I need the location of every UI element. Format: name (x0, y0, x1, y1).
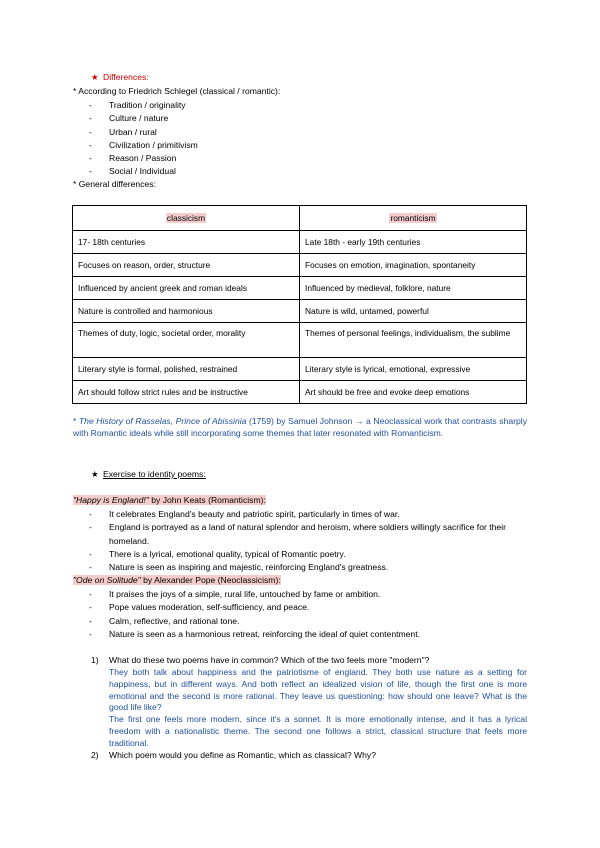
list-item: - There is a lyrical, emotional quality, typical of Romantic poetry. (109, 548, 527, 561)
list-item: - Nature is seen as a harmonious retreat, reinforcing the ideal of quiet contentment. (109, 628, 527, 641)
table-row (73, 277, 527, 300)
list-item: - It praises the joys of a simple, rural life, untouched by fame or ambition. (109, 588, 527, 601)
list-item: - England is portrayed as a land of natural splendor and heroism, where soldiers willingly sacrifice for their homeland. (109, 521, 527, 548)
exercise-heading-text: Exercise to identity poems: (103, 469, 206, 479)
comparison-table (72, 205, 527, 404)
list-item: - Tradition / originality (109, 99, 198, 112)
column-header: classicism (73, 206, 300, 231)
list-item: - Culture / nature (109, 112, 198, 125)
table-row (73, 300, 527, 323)
answer-paragraph: The first one feels more modern, since it's a sonnet. It is more emotionally intense, and it has a lyrical freedom with a nationalistic theme. The second one follows a strict, classical structure that feels more traditional. (109, 714, 527, 748)
poem2-title: "Ode on Solitude" (73, 575, 141, 585)
exercise-heading (91, 469, 206, 480)
differences-heading-text: Differences: (103, 72, 149, 82)
table-row (73, 323, 527, 358)
question-text: What do these two poems have in common? Which of the two feels more "modern"? (109, 655, 430, 665)
table-cell: Focuses on emotion, imagination, spontaneity (300, 254, 527, 277)
table-cell: Literary style is lyrical, emotional, expressive (300, 358, 527, 381)
table-header-row (73, 206, 527, 231)
poem1-title: "Happy is England!" (73, 495, 149, 505)
table-cell: Art should be free and evoke deep emotions (300, 381, 527, 404)
rasselas-title: The History of Rasselas, Prince of Abissinia (78, 416, 247, 426)
table-cell: Nature is wild, untamed, powerful (300, 300, 527, 323)
list-item: - Social / Individual (109, 165, 198, 178)
table-row (73, 231, 527, 254)
question-number: 1) (91, 655, 99, 665)
table-cell: Art should follow strict rules and be instructive (73, 381, 300, 404)
answer-paragraph: They both talk about happiness and the patriotisme of england. They both use nature as a setting for happiness, but in different ways. And both reflect an idealized vision of life, though the first one is more emotional and the second is more rational. They leave us questioning: how should one leave? What is the good life like? (109, 667, 527, 713)
list-item: - Nature is seen as inspiring and majestic, reinforcing England's greatness. (109, 561, 527, 574)
list-item: - It celebrates England's beauty and patriotic spirit, particularly in times of war. (109, 508, 527, 521)
question-number: 2) (91, 750, 99, 760)
table-cell: Themes of duty, logic, societal order, morality (73, 323, 300, 358)
star-icon: ★ (91, 469, 99, 479)
list-item: - Urban / rural (109, 126, 198, 139)
table-row (73, 254, 527, 277)
table-cell: Late 18th - early 19th centuries (300, 231, 527, 254)
table-cell: Focuses on reason, order, structure (73, 254, 300, 277)
general-intro: * General differences: (73, 179, 156, 189)
table-cell: Nature is controlled and harmonious (73, 300, 300, 323)
table-cell: Literary style is formal, polished, restrained (73, 358, 300, 381)
schlegel-list (109, 99, 198, 179)
schlegel-intro: * According to Friedrich Schlegel (classical / romantic): (73, 86, 281, 96)
poem2-heading: "Ode on Solitude" by Alexander Pope (Neoclassicism): (73, 575, 281, 585)
table-cell: 17- 18th centuries (73, 231, 300, 254)
rasselas-note: * The History of Rasselas, Prince of Abissinia (1759) by Samuel Johnson → a Neoclassical work that contrasts sharply with Romantic ideals while still incorporating some themes that later resonated with Romanticism. (73, 416, 527, 439)
star-icon: ★ (91, 72, 99, 82)
list-item: - Pope values moderation, self-sufficiency, and peace. (109, 601, 527, 614)
table-cell: Influenced by medieval, folklore, nature (300, 277, 527, 300)
poem1-heading: "Happy is England!" by John Keats (Romanticism): (73, 495, 266, 505)
question-text: Which poem would you define as Romantic, which as classical? Why? (109, 750, 377, 760)
table-row (73, 381, 527, 404)
list-item: - Civilization / primitivism (109, 139, 198, 152)
poem1-points (109, 508, 527, 574)
column-header: romanticism (300, 206, 527, 231)
table-row (73, 358, 527, 381)
table-cell: Influenced by ancient greek and roman ideals (73, 277, 300, 300)
differences-heading (91, 72, 149, 83)
table-cell: Themes of personal feelings, individualism, the sublime (300, 323, 527, 358)
poem2-points (109, 588, 527, 641)
list-item: - Calm, reflective, and rational tone. (109, 615, 527, 628)
list-item: - Reason / Passion (109, 152, 198, 165)
